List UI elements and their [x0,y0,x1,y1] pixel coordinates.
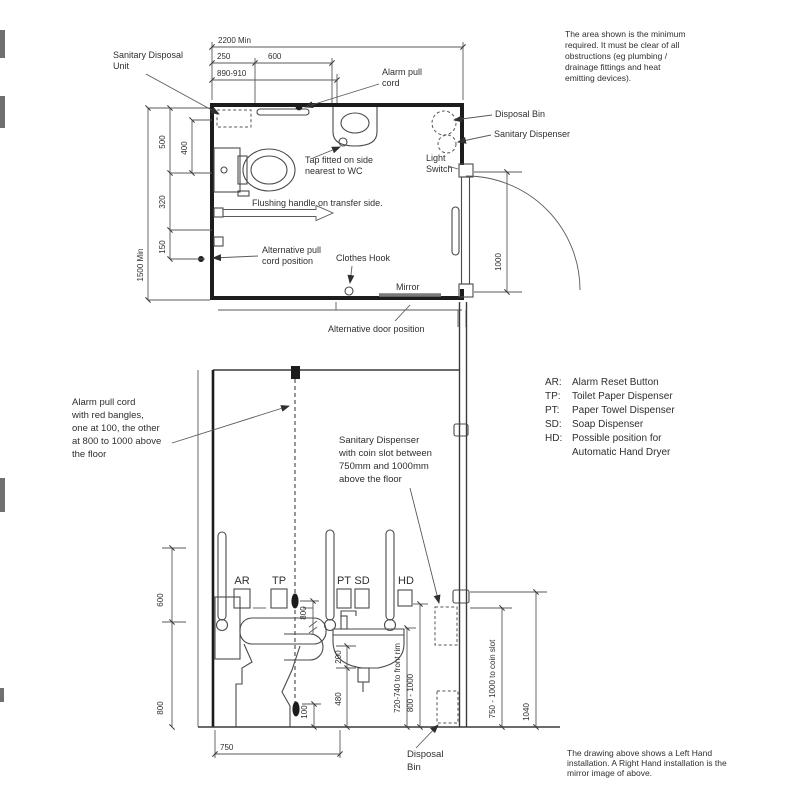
label-alarm-cord-3: one at 100, the other [72,423,160,434]
legend-abbr-hd: HD: [545,433,563,444]
legend-abbr-ar: AR: [545,377,562,388]
label-tap-2: nearest to WC [305,166,363,176]
vertical-grab-rail [326,530,334,620]
door-leaf [462,177,470,284]
dim-890-910: 890-910 [217,69,247,78]
dim-2200: 2200 Min [218,36,251,45]
dim-250: 250 [217,52,231,61]
dim-100: 100 [300,705,309,719]
dim-front-rim: 720-740 to front rim [393,643,402,713]
rail-end [217,620,228,631]
legend-label-ar: Alarm Reset Button [572,377,659,388]
plan-labels [113,50,570,334]
sanitary-dispenser-shape [438,135,456,153]
tag-hd: HD [398,575,414,587]
dim-750: 750 [220,743,234,752]
note-top-line: drainage fittings and heat [565,62,661,72]
note-bottom-line: mirror image of above. [567,768,653,778]
paper-towel-dispenser-shape [337,589,351,608]
legend-label-pt: Paper Towel Dispenser [572,405,675,416]
dim-150: 150 [158,240,167,254]
dim-coin-slot: 750 - 1000 to coin slot [488,639,497,719]
label-disposal-bin-elev: Disposal [407,749,444,760]
alarm-reset-button-shape [234,589,250,608]
legend-label-sd: Soap Dispenser [572,419,644,430]
label-sanitary-dispenser-elev-2: with coin slot between [339,448,432,459]
label-alarm-pull-cord-2: cord [382,78,400,88]
label-disposal-bin-elev-2: Bin [407,762,421,773]
label-sanitary-disposal-unit-2: Unit [113,61,130,71]
disposal-bin-elevation [437,691,458,723]
clothes-hook-shape [345,287,353,295]
basin-trap [358,668,369,682]
label-tap: Tap fitted on side [305,155,374,165]
dim-500: 500 [158,135,167,149]
sanitary-disposal-unit-shape [217,110,251,127]
note-bottom-line: installation. A Right Hand installation is the [567,758,727,768]
label-light-switch-2: Switch [426,164,453,174]
alarm-cord-dot [296,104,303,111]
toilet-paper-dispenser-shape [271,589,287,608]
tag-pt: PT [336,575,352,587]
dim-1500: 1500 Min [136,248,145,282]
vertical-grab-rail [218,532,226,620]
label-clothes-hook: Clothes Hook [336,253,391,263]
grab-rail-top-wall [257,109,309,115]
label-alt-pull-cord-2: cord position [262,256,314,266]
elevation-view [71,302,727,778]
label-disposal-bin: Disposal Bin [495,109,546,119]
legend-abbr-sd: SD: [545,419,562,430]
cord-ceiling-mount [291,366,300,379]
hand-dryer-shape [398,590,412,606]
label-alt-pull-cord: Alternative pull [262,245,322,255]
scan-artifacts [0,30,5,702]
label-alarm-cord: Alarm pull cord [72,397,136,408]
wc-seat-inner [251,156,287,184]
note-bottom-line: The drawing above shows a Left Hand [567,748,713,758]
wall-bracket [214,208,223,217]
plan-note [565,29,685,83]
elevation-tags [234,575,414,587]
elevation-note [567,748,727,778]
label-mirror: Mirror [396,282,420,292]
dim-800-left: 800 [156,701,165,715]
legend [545,377,675,458]
wc-cistern-button [221,167,227,173]
dim-480: 480 [334,692,343,706]
label-alt-door: Alternative door position [328,324,425,334]
label-sanitary-disposal-unit: Sanitary Disposal [113,50,184,60]
elevation-structure [198,302,563,727]
wc-pedestal-side [236,644,300,727]
label-sanitary-dispenser-elev-4: above the floor [339,474,402,485]
dim-door-1000: 1000 [494,253,503,271]
tap-stem [341,616,347,629]
door-handle [452,207,459,255]
elevation-labels [71,397,443,773]
note-top-line: emitting devices). [565,73,632,83]
dim-600: 600 [268,52,282,61]
dim-800-1000: 800 - 1000 [406,673,415,713]
elevation-fixtures [215,366,458,727]
dim-200: 200 [334,650,343,664]
cord-bangle-lower [292,702,299,717]
washbasin-bowl [341,113,369,133]
dim-400: 400 [180,141,189,155]
label-sanitary-dispenser: Sanitary Dispenser [494,129,571,139]
tag-tp: TP [271,575,287,587]
tag-ar: AR [234,575,250,587]
vertical-grab-rail [386,530,394,620]
wall-bracket [214,237,223,246]
disposal-bin-shape [432,111,456,135]
dim-320: 320 [158,195,167,209]
wc-cistern-side [215,597,240,659]
label-sanitary-dispenser-elev: Sanitary Dispenser [339,435,420,446]
dim-800-cord: 800 [299,606,308,620]
soap-dispenser-shape [355,589,369,608]
note-top-line: obstructions (eg plumbing / [565,51,668,61]
label-sanitary-dispenser-elev-3: 750mm and 1000mm [339,461,429,472]
label-light-switch: Light [426,153,446,163]
plan-view [113,29,685,334]
note-top-line: The area shown is the minimum [565,29,686,39]
legend-label-tp: Toilet Paper Dispenser [572,391,673,402]
drop-down-rail-side [284,634,323,660]
dim-1040: 1040 [522,703,531,721]
door-swing-arc [466,176,580,290]
legend-label-hd-2: Automatic Hand Dryer [572,447,671,458]
legend-abbr-tp: TP: [545,391,561,402]
cord-bangle-upper [291,594,298,609]
legend-label-hd: Possible position for [572,433,662,444]
sanitary-dispenser-elevation [435,607,457,645]
label-flushing-handle: Flushing handle on transfer side. [252,198,383,208]
note-top-line: required. It must be clear of all [565,40,680,50]
dim-600-left: 600 [156,593,165,607]
tag-sd: SD [354,575,370,587]
label-alarm-cord-2: with red bangles, [72,410,144,421]
label-alarm-cord-4: at 800 to 1000 above [72,436,162,447]
label-alarm-pull-cord: Alarm pull [382,67,423,77]
legend-abbr-pt: PT: [545,405,560,416]
door-hinge-top [459,164,473,177]
label-alarm-cord-5: the floor [72,449,107,460]
plan-door [452,164,580,297]
